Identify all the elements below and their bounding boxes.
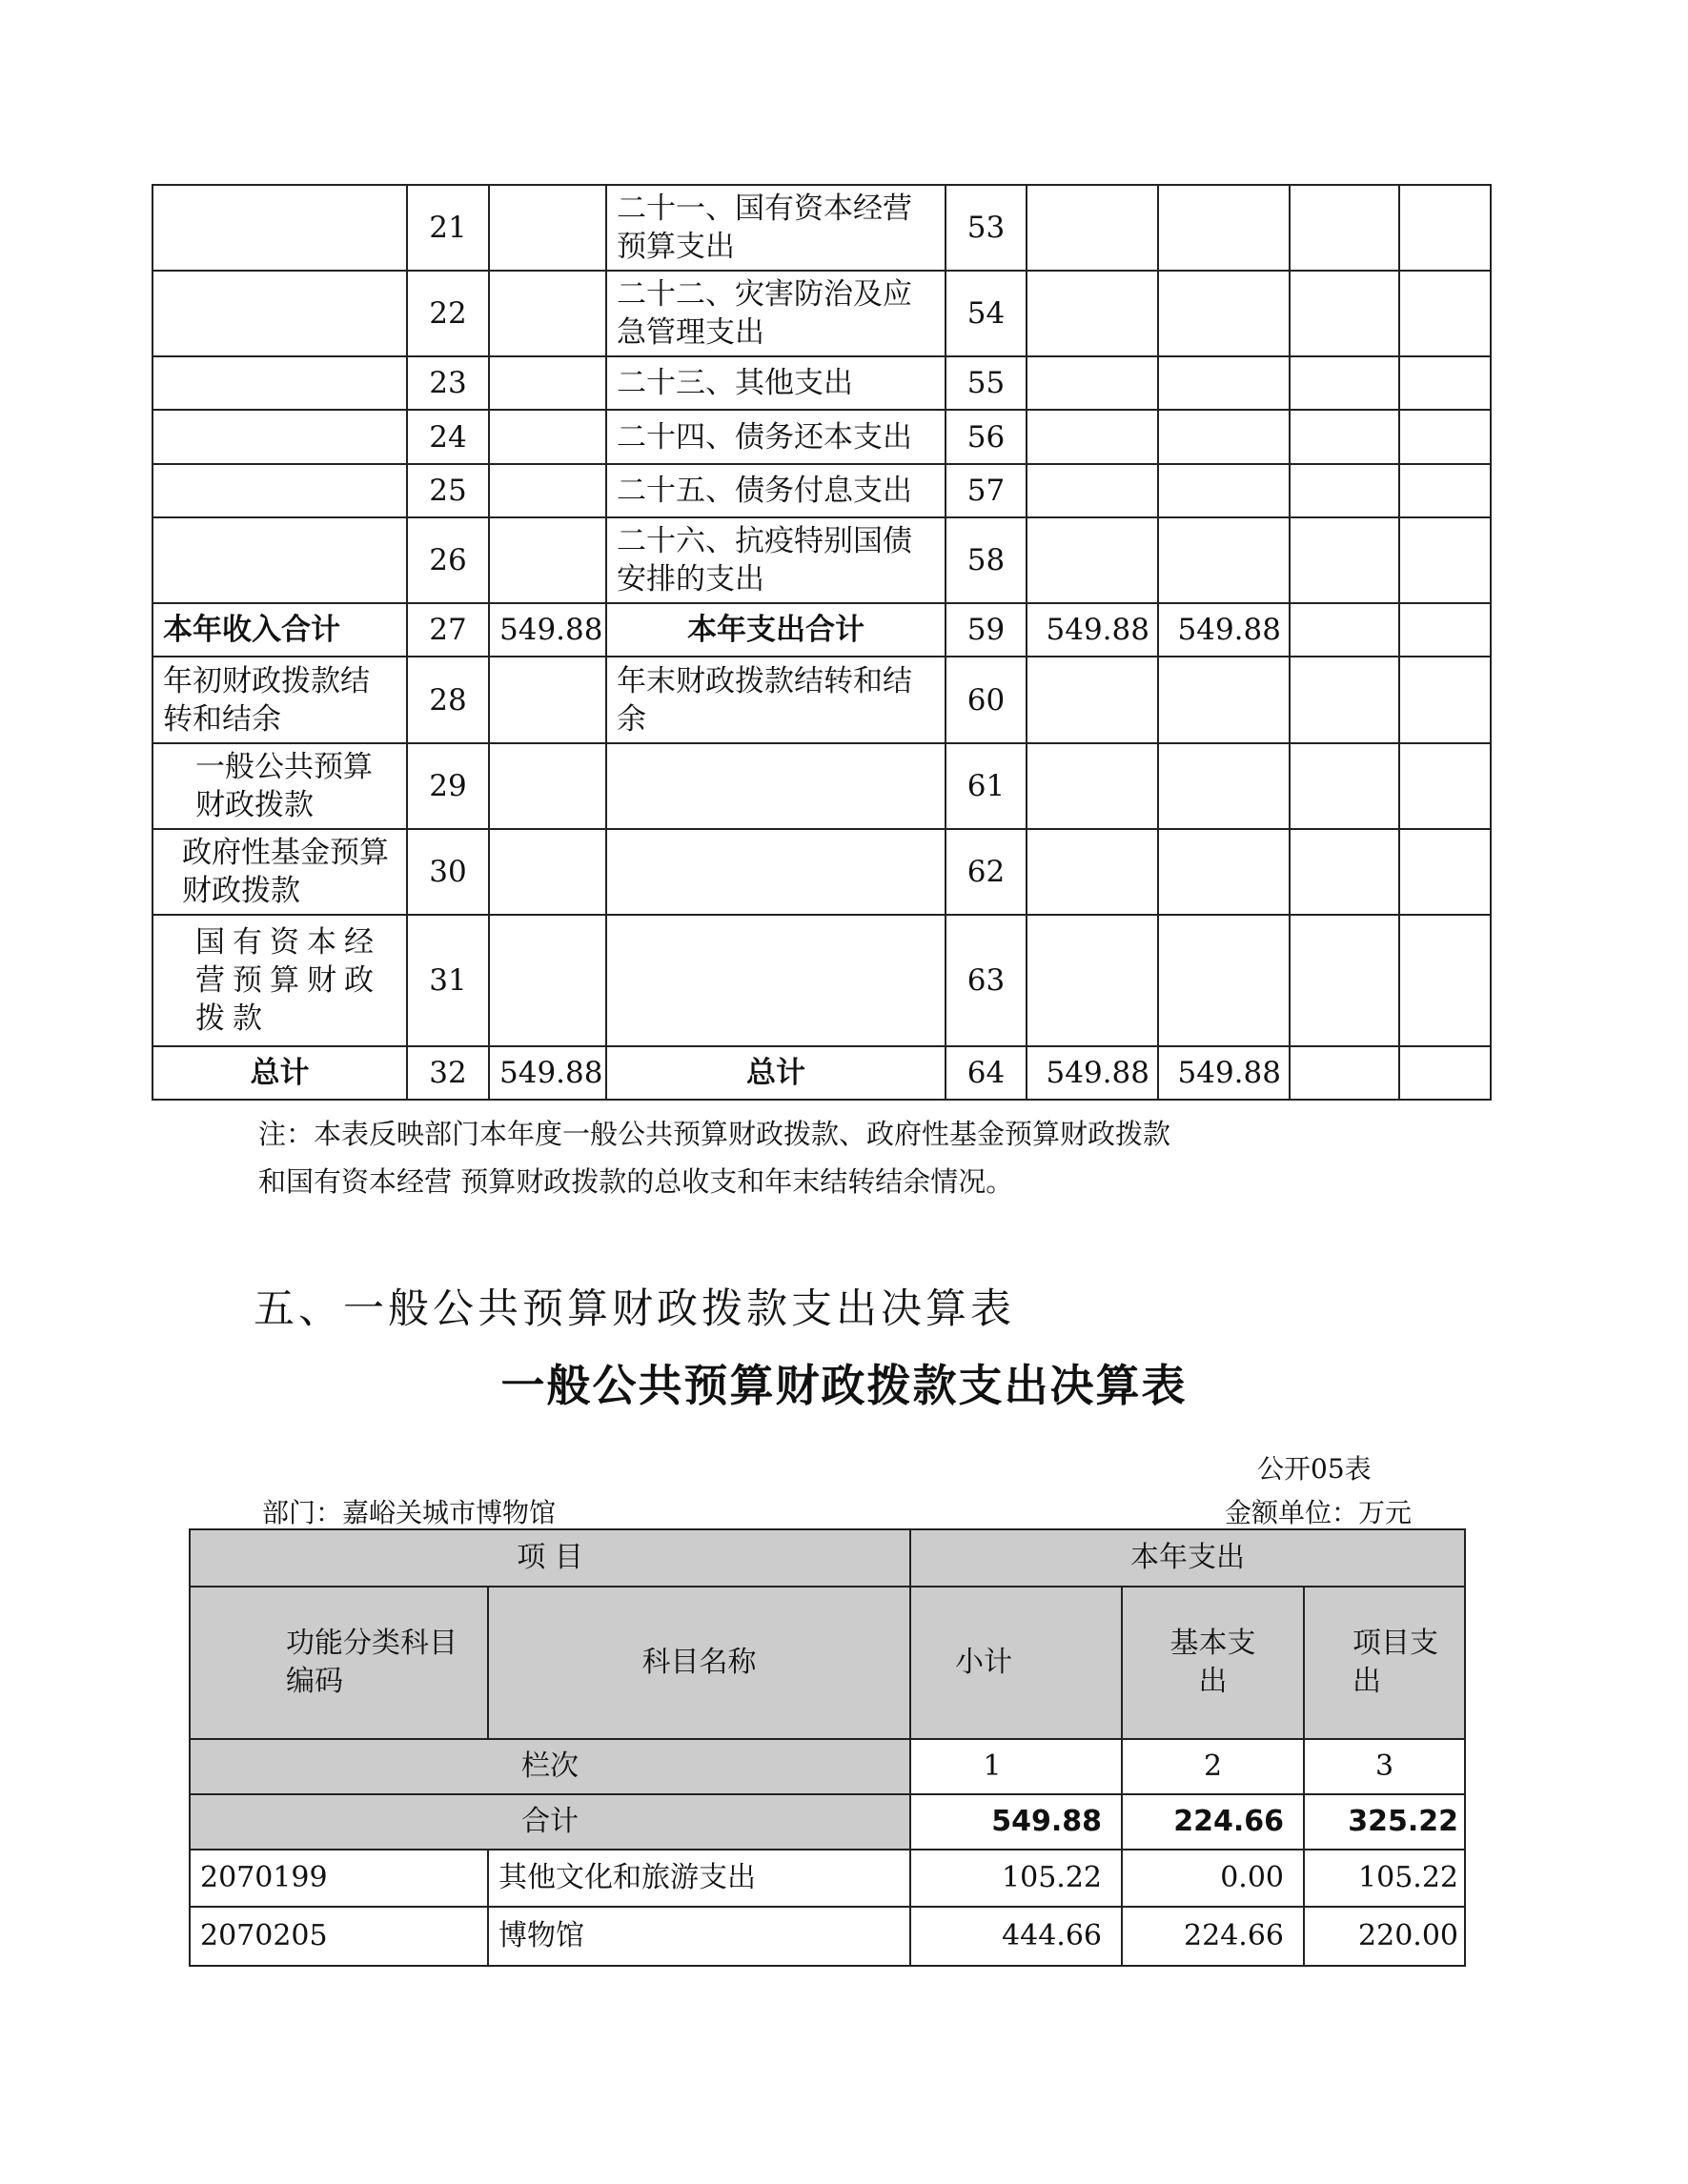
expense-amount-3 <box>1290 464 1399 517</box>
total-project: 325.22 <box>1304 1794 1465 1850</box>
expense-line-no: 58 <box>946 517 1027 603</box>
total-subtotal: 549.88 <box>910 1794 1122 1850</box>
expense-label <box>606 829 946 915</box>
expense-amount-2 <box>1158 356 1290 410</box>
expense-amount-3 <box>1290 185 1399 271</box>
row-basic: 224.66 <box>1122 1907 1304 1966</box>
row-project: 220.00 <box>1304 1907 1465 1966</box>
table-row <box>153 185 1491 271</box>
income-line-no: 32 <box>407 1046 489 1100</box>
header-row <box>190 1587 1465 1739</box>
expense-amount-2 <box>1158 829 1290 915</box>
income-amount: 549.88 <box>489 1046 606 1100</box>
expense-line-no: 57 <box>946 464 1027 517</box>
income-amount <box>489 356 606 410</box>
expense-amount-3 <box>1290 657 1399 743</box>
expense-amount-4 <box>1399 356 1491 410</box>
expense-line-no: 56 <box>946 410 1027 464</box>
expense-label: 二十六、抗疫特别国债安排的支出 <box>606 517 946 603</box>
expense-amount-2 <box>1158 464 1290 517</box>
header-name: 科目名称 <box>488 1587 910 1739</box>
table-row <box>153 410 1491 464</box>
row-index-label: 栏次 <box>190 1739 910 1794</box>
income-line-no: 24 <box>407 410 489 464</box>
expense-amount-4 <box>1399 410 1491 464</box>
table-row <box>153 657 1491 743</box>
table-row <box>153 271 1491 356</box>
index-row <box>190 1739 1465 1794</box>
income-label <box>153 517 407 603</box>
income-amount <box>489 829 606 915</box>
expense-amount-1 <box>1027 410 1158 464</box>
income-label: 年初财政拨款结转和结余 <box>153 657 407 743</box>
expense-amount-3 <box>1290 410 1399 464</box>
expense-label: 二十四、债务还本支出 <box>606 410 946 464</box>
table-row <box>153 517 1491 603</box>
income-label <box>153 410 407 464</box>
expense-label: 二十三、其他支出 <box>606 356 946 410</box>
expense-amount-4 <box>1399 743 1491 829</box>
expense-label: 二十一、国有资本经营预算支出 <box>606 185 946 271</box>
table-row <box>153 356 1491 410</box>
income-label: 国有资本经营预算财政拨款 <box>153 915 407 1046</box>
income-amount <box>489 743 606 829</box>
income-label <box>153 271 407 356</box>
income-line-no: 23 <box>407 356 489 410</box>
total-basic: 224.66 <box>1122 1794 1304 1850</box>
table-row <box>190 1907 1465 1966</box>
table-row <box>153 743 1491 829</box>
expense-amount-2: 549.88 <box>1158 1046 1290 1100</box>
subject-name: 其他文化和旅游支出 <box>488 1850 910 1907</box>
col-index-1: 1 <box>910 1739 1122 1794</box>
income-label: 总计 <box>153 1046 407 1100</box>
table-note-line-2: 和国有资本经营 预算财政拨款的总收支和年末结转结余情况。 <box>258 1165 1014 1198</box>
expense-amount-1 <box>1027 657 1158 743</box>
row-subtotal: 105.22 <box>910 1850 1122 1907</box>
expense-line-no: 53 <box>946 185 1027 271</box>
expense-amount-2 <box>1158 410 1290 464</box>
expense-amount-2 <box>1158 915 1290 1046</box>
expense-label: 二十五、债务付息支出 <box>606 464 946 517</box>
expense-amount-3 <box>1290 1046 1399 1100</box>
table-row <box>190 1850 1465 1907</box>
expense-amount-2 <box>1158 657 1290 743</box>
income-label: 本年收入合计 <box>153 603 407 657</box>
expense-amount-2: 549.88 <box>1158 603 1290 657</box>
expense-amount-2 <box>1158 743 1290 829</box>
expense-label <box>606 743 946 829</box>
expenditure-table <box>189 1528 1466 1967</box>
expense-amount-1 <box>1027 356 1158 410</box>
income-amount <box>489 185 606 271</box>
income-line-no: 25 <box>407 464 489 517</box>
income-line-no: 27 <box>407 603 489 657</box>
income-amount <box>489 657 606 743</box>
table-row <box>153 603 1491 657</box>
department-label: 部门：嘉峪关城市博物馆 <box>262 1497 557 1528</box>
income-label <box>153 185 407 271</box>
expense-amount-4 <box>1399 517 1491 603</box>
income-label: 一般公共预算财政拨款 <box>153 743 407 829</box>
header-code: 功能分类科目编码 <box>190 1587 488 1739</box>
expense-amount-1 <box>1027 185 1158 271</box>
expense-line-no: 64 <box>946 1046 1027 1100</box>
form-number: 公开05表 <box>1257 1453 1372 1485</box>
income-amount <box>489 915 606 1046</box>
total-label: 合计 <box>190 1794 910 1850</box>
income-label: 政府性基金预算财政拨款 <box>153 829 407 915</box>
total-row <box>190 1794 1465 1850</box>
table-note-line-1: 注：本表反映部门本年度一般公共预算财政拨款、政府性基金预算财政拨款 <box>258 1118 1171 1150</box>
income-amount: 549.88 <box>489 603 606 657</box>
subject-name: 博物馆 <box>488 1907 910 1966</box>
expense-amount-3 <box>1290 915 1399 1046</box>
expense-amount-1: 549.88 <box>1027 603 1158 657</box>
table-row <box>153 829 1491 915</box>
expense-amount-1 <box>1027 829 1158 915</box>
header-year-expense: 本年支出 <box>910 1529 1465 1587</box>
expense-label: 年末财政拨款结转和结余 <box>606 657 946 743</box>
header-basic: 基本支出 <box>1122 1587 1304 1739</box>
income-label <box>153 464 407 517</box>
row-project: 105.22 <box>1304 1850 1465 1907</box>
expense-amount-2 <box>1158 185 1290 271</box>
income-amount <box>489 464 606 517</box>
income-amount <box>489 410 606 464</box>
row-basic: 0.00 <box>1122 1850 1304 1907</box>
expense-line-no: 60 <box>946 657 1027 743</box>
income-expense-table <box>152 184 1492 1101</box>
expense-amount-3 <box>1290 271 1399 356</box>
expense-amount-3 <box>1290 829 1399 915</box>
expense-line-no: 61 <box>946 743 1027 829</box>
section-heading: 五、一般公共预算财政拨款支出决算表 <box>254 1285 1015 1333</box>
col-index-2: 2 <box>1122 1739 1304 1794</box>
header-project: 项 目 <box>190 1529 910 1587</box>
table-row <box>153 1046 1491 1100</box>
expense-amount-1: 549.88 <box>1027 1046 1158 1100</box>
expense-amount-1 <box>1027 915 1158 1046</box>
income-line-no: 29 <box>407 743 489 829</box>
expense-amount-4 <box>1399 657 1491 743</box>
expense-amount-3 <box>1290 603 1399 657</box>
expense-amount-4 <box>1399 603 1491 657</box>
expense-line-no: 55 <box>946 356 1027 410</box>
expense-line-no: 54 <box>946 271 1027 356</box>
expense-amount-4 <box>1399 1046 1491 1100</box>
expense-label <box>606 915 946 1046</box>
subject-code: 2070205 <box>190 1907 488 1966</box>
expense-amount-3 <box>1290 743 1399 829</box>
expense-amount-1 <box>1027 271 1158 356</box>
income-label <box>153 356 407 410</box>
row-subtotal: 444.66 <box>910 1907 1122 1966</box>
expense-amount-4 <box>1399 185 1491 271</box>
expense-amount-4 <box>1399 464 1491 517</box>
expense-amount-2 <box>1158 517 1290 603</box>
header-project-expense: 项目支出 <box>1304 1587 1465 1739</box>
header-subtotal: 小计 <box>910 1587 1122 1739</box>
income-line-no: 22 <box>407 271 489 356</box>
expense-amount-1 <box>1027 464 1158 517</box>
expense-amount-1 <box>1027 743 1158 829</box>
col-index-3: 3 <box>1304 1739 1465 1794</box>
table-row <box>153 915 1491 1046</box>
expense-line-no: 62 <box>946 829 1027 915</box>
income-line-no: 21 <box>407 185 489 271</box>
expense-amount-2 <box>1158 271 1290 356</box>
income-line-no: 28 <box>407 657 489 743</box>
expense-line-no: 63 <box>946 915 1027 1046</box>
table-title: 一般公共预算财政拨款支出决算表 <box>500 1360 1188 1411</box>
expense-amount-1 <box>1027 517 1158 603</box>
expense-amount-3 <box>1290 517 1399 603</box>
expense-label: 总计 <box>606 1046 946 1100</box>
expense-amount-3 <box>1290 356 1399 410</box>
expense-label: 二十二、灾害防治及应急管理支出 <box>606 271 946 356</box>
unit-label: 金额单位：万元 <box>1225 1497 1413 1528</box>
expense-amount-4 <box>1399 915 1491 1046</box>
subject-code: 2070199 <box>190 1850 488 1907</box>
income-line-no: 26 <box>407 517 489 603</box>
expense-label: 本年支出合计 <box>606 603 946 657</box>
income-line-no: 30 <box>407 829 489 915</box>
income-amount <box>489 271 606 356</box>
expense-amount-4 <box>1399 829 1491 915</box>
income-line-no: 31 <box>407 915 489 1046</box>
expense-line-no: 59 <box>946 603 1027 657</box>
expense-amount-4 <box>1399 271 1491 356</box>
income-amount <box>489 517 606 603</box>
table-row <box>153 464 1491 517</box>
header-row <box>190 1529 1465 1587</box>
